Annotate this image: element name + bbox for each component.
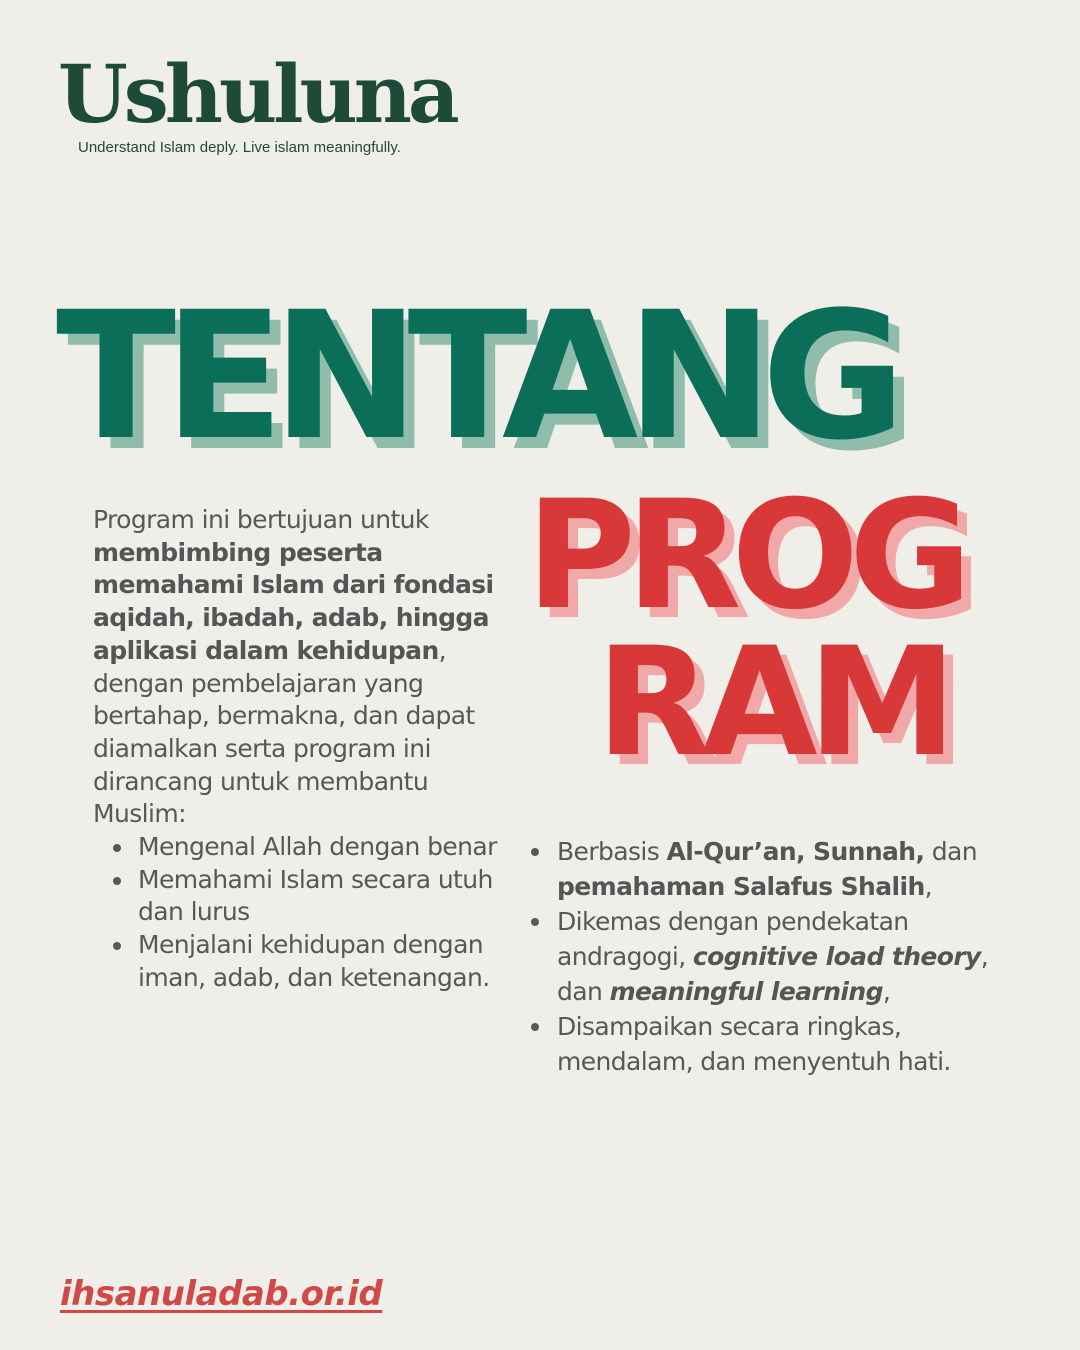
feature-text: Berbasis bbox=[557, 837, 667, 866]
website-link[interactable]: ihsanuladab.or.id bbox=[60, 1274, 383, 1314]
feature-text: Disampaikan secara ringkas, mendalam, dan menyentuh hati. bbox=[557, 1012, 951, 1076]
feature-item bbox=[527, 904, 997, 1009]
goal-item bbox=[93, 929, 513, 994]
features-column bbox=[527, 834, 997, 1079]
intro-column bbox=[93, 504, 513, 995]
brand-logo: Ushuluna bbox=[58, 47, 456, 141]
goal-text: Memahami Islam secara utuh dan lurus bbox=[138, 864, 493, 927]
bullet-icon bbox=[531, 1023, 539, 1031]
intro-rest: , dengan pembelajaran yang bertahap, bermakna, dan dapat diamalkan serta program ini dirancang untuk membantu Muslim: bbox=[93, 635, 475, 829]
bullet-icon bbox=[531, 848, 539, 856]
intro-paragraph bbox=[93, 504, 513, 831]
title-line-prog: PROG bbox=[526, 469, 963, 643]
feature-bold: pemahaman Salafus Shalih bbox=[557, 872, 925, 901]
feature-text: , bbox=[924, 872, 933, 901]
bullet-icon bbox=[113, 844, 121, 852]
intro-bold: membimbing peserta memahami Islam dari fondasi aqidah, ibadah, adab, hingga aplikasi dalam kehidupan bbox=[93, 537, 494, 665]
feature-bold: Al-Qur’an, Sunnah, bbox=[666, 837, 925, 866]
goals-list bbox=[93, 831, 513, 995]
features-list bbox=[527, 834, 997, 1079]
feature-item bbox=[527, 834, 997, 904]
feature-text: , bbox=[882, 977, 891, 1006]
goal-text: Menjalani kehidupan dengan iman, adab, dan ketenangan. bbox=[138, 930, 490, 992]
feature-bold-italic: meaningful learning bbox=[609, 977, 883, 1006]
title-line-tentang: TENTANG bbox=[56, 274, 894, 479]
bullet-icon bbox=[531, 918, 539, 926]
goal-item bbox=[93, 831, 513, 864]
title-line-ram: RAM bbox=[596, 616, 947, 790]
bullet-icon bbox=[113, 877, 121, 885]
feature-text: dan bbox=[924, 837, 977, 866]
feature-bold-italic: cognitive load theory bbox=[692, 942, 981, 971]
brand-tagline: Understand Islam deply. Live islam meaningfully. bbox=[78, 139, 401, 156]
feature-item bbox=[527, 1009, 997, 1079]
goal-text: Mengenal Allah dengan benar bbox=[138, 832, 497, 862]
intro-lead: Program ini bertujuan untuk bbox=[93, 505, 429, 534]
bullet-icon bbox=[113, 942, 121, 950]
goal-item bbox=[93, 864, 513, 929]
feature-text: Dikemas dengan pendekatan andragogi, bbox=[557, 907, 909, 971]
feature-text: , dan bbox=[557, 942, 989, 1006]
